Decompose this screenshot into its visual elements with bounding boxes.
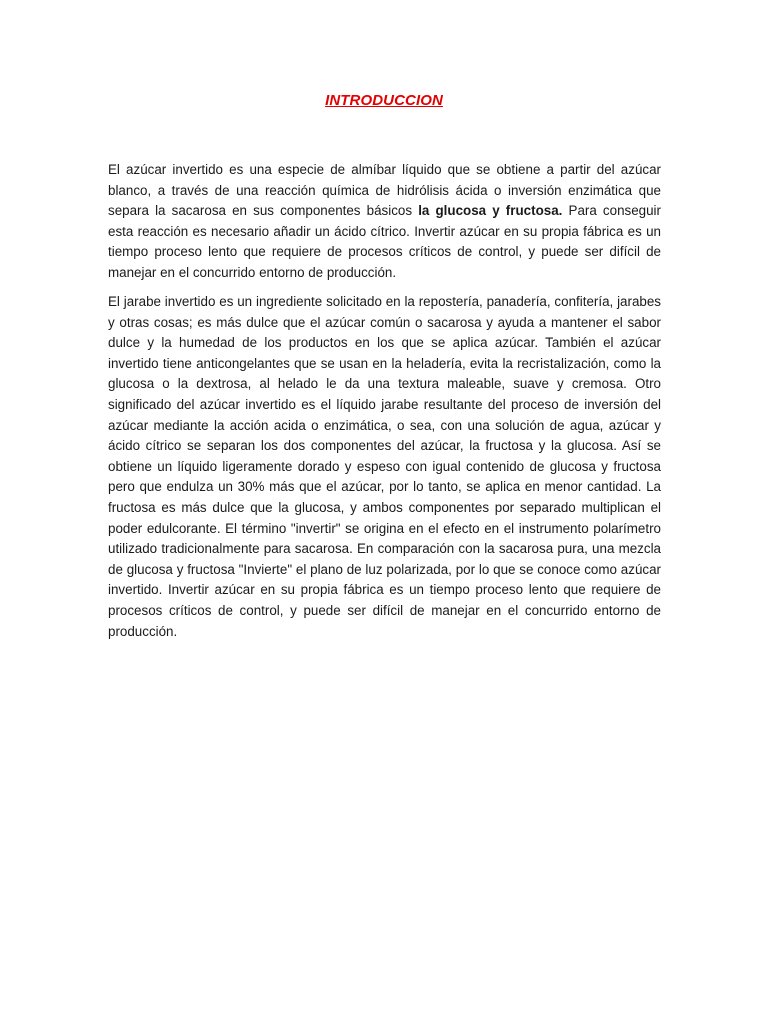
paragraph-2: El jarabe invertido es un ingrediente solicitado en la repostería, panadería, confitería, jarabes y otras cosas; es más dulce que el azúcar común o sacarosa y ayuda a mantener el sabor dulce y la humedad de los productos en los que se aplica azúcar. También el azúcar invertido tiene anticongelantes que se usan en la heladería, evita la recristalización, como la glucosa o la dextrosa, al helado le da una textura maleable, suave y cremosa. Otro significado del azúcar invertido es el líquido jarabe resultante del proceso de inversión del azúcar mediante la acción acida o enzimática, o sea, con una solución de agua, azúcar y ácido cítrico se separan los dos componentes del azúcar, la fructosa y la glucosa. Así se obtiene un líquido ligeramente dorado y espeso con igual contenido de glucosa y fructosa pero que endulza un 30% más que el azúcar, por lo tanto, se aplica en menor cantidad. La fructosa es más dulce que la glucosa, y ambos componentes por separado multiplican el poder edulcorante. El término "invertir" se origina en el efecto en el instrumento polarímetro utilizado tradicionalmente para sacarosa. En comparación con la sacarosa pura, una mezcla de glucosa y fructosa "Invierte" el plano de luz polarizada, por lo que se conoce como azúcar invertido. Invertir azúcar en su propia fábrica es un tiempo proceso lento que requiere de procesos críticos de control, y puede ser difícil de manejar en el concurrido entorno de producción.	[108, 294, 661, 639]
paragraph-1-text-end: Para conseguir esta reacción es necesario añadir un ácido cítrico. Invertir azúcar en su propia fábrica es un tiempo proceso lento que requiere de procesos críticos de control, y puede ser difícil de manejar en el concurrido entorno de producción.	[108, 203, 661, 280]
page-title: INTRODUCCION	[325, 92, 443, 109]
paragraph-1-bold-text: la glucosa y fructosa.	[418, 203, 563, 219]
paragraph-1	[108, 160, 661, 284]
paragraph-1-text-start: El azúcar invertido es una especie de almíbar líquido que se obtiene a partir del azúcar blanco, a través de una reacción química de hidrólisis ácida o inversión enzimática que separa la sacarosa en sus componentes básicos	[108, 162, 661, 219]
